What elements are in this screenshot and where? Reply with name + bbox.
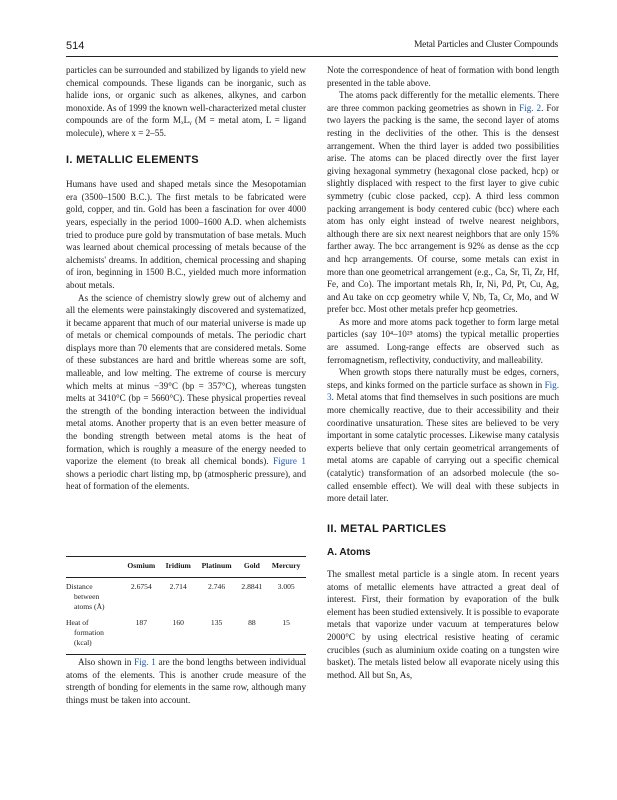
row-label-text: between (74, 592, 100, 601)
bond-data-table (66, 556, 306, 655)
left-paragraph-1: particles can be surrounded and stabilized by ligands to yield new chemical compounds. These ligands can be inorganic, such as halide ions, or organic such as alkenes, alkynes, and carbon monoxide. As of 1999 the known well-characterized metal cluster compounds are of the form MₓLᵧ (M = metal atom, L = ligand molecule), where x = 2–55. (66, 65, 306, 138)
paragraph-text: are the bond lengths between individual atoms of the elements. This is another crude measure of the strength of bonding for elements in the same row, although many things must be taken into account. (66, 657, 306, 705)
paragraph-text: . Metal atoms that find themselves in such positions are much more chemically reactive, due to their accessibility and their coordinative unsaturation. These sites are believed to be very important in some catalytic processes. Likewise many catalysis experts believe that only certain geometrical arrangements of metal atoms are capable of carrying out a specific chemical (catalytic) transformation of an adsorbed molecule (the so-called ensemble effect). We will deal with these subjects in more detail later. (327, 392, 559, 504)
right-paragraph-1: Note the correspondence of heat of formation with bond length presented in the table above. (327, 65, 559, 88)
row-label-text: atoms (Å) (74, 602, 105, 611)
header-rule (66, 56, 558, 57)
table-cell: 160 (161, 614, 196, 655)
row-label-text: formation (74, 628, 104, 637)
paragraph-text: Also shown in (78, 657, 135, 667)
paragraph-text: When growth stops there naturally must be edges, corners, steps, and kinks formed on the particle surface as shown in (327, 367, 559, 390)
table-cell: 2.714 (169, 582, 187, 591)
table-cell: 187 (122, 614, 161, 655)
table-header-row (66, 557, 306, 578)
paragraph-text: shows a periodic chart listing mp, bp (atmospheric pressure), and heat of formation of the elements. (66, 468, 306, 492)
left-paragraph-3 (66, 292, 306, 494)
left-paragraph-4 (66, 656, 306, 706)
table-cell: 2.746 (208, 582, 226, 591)
page-number: 514 (66, 40, 85, 52)
table-header-cell: Mercury (266, 557, 306, 578)
page-header (66, 40, 558, 54)
row-label-text: (kcal) (74, 638, 92, 647)
table-header-cell: Osmium (122, 557, 161, 578)
table-header-cell: Iridium (161, 557, 196, 578)
section-heading-metallic-elements: I. METALLIC ELEMENTS (66, 153, 199, 166)
right-paragraph-2 (327, 89, 559, 316)
table-cell: 2.8841 (241, 582, 263, 591)
row-label (66, 578, 122, 615)
subsection-heading-atoms: A. Atoms (327, 547, 371, 559)
row-label-text: Distance (66, 582, 93, 591)
paragraph-text: As the science of chemistry slowly grew out of alchemy and all the elements were painstakingly discovered and systematized, it became apparent that much of our material universe is made up of metals or chemical compounds of metals. The periodic chart displays more than 70 elements that are considered metals. Some of these substances are hard and brittle whereas some are soft, malleable, and low melting. The extreme of course is mercury which melts at minus −39°C (bp = 357°C), whereas tungsten melts at 3410°C (bp = 5660°C). These physical properties reveal the strength of the bonding interaction between the individual metal atoms. Another property that is an even better measure of the bonding strength between metal atoms is the heat of formation, which is roughly a measure of the energy needed to vaporize the element (to break all chemical bonds). (66, 292, 306, 467)
running-title: Metal Particles and Cluster Compounds (413, 40, 558, 50)
right-paragraph-5: The smallest metal particle is a single atom. In recent years atoms of metallic elements have attracted a great deal of interest. First, their formation by evaporation of the bulk element has been studied extensively. It is possible to evaporate metals that vaporize under vacuum at temperatures below 2000°C by using electrical resistive heating of ceramic crucibles (such as aluminium oxide coating on a tungsten wire basket). The metals listed below all evaporate nicely using this method. All but Sn, As, (327, 568, 559, 680)
table-row (66, 614, 306, 655)
fig-3-link[interactable]: Fig. 3 (327, 379, 559, 403)
left-column (66, 64, 306, 493)
table-cell: 88 (237, 614, 266, 655)
table-cell: 2.6754 (130, 582, 152, 591)
fig-1-link[interactable]: Fig. 1 (134, 657, 156, 667)
fig-2-link[interactable]: Fig. 2 (519, 102, 542, 113)
table-cell: 135 (196, 614, 238, 655)
left-bottom-column (66, 656, 306, 706)
table-header-cell (66, 557, 122, 578)
table-cell: 3.005 (277, 582, 295, 591)
right-paragraph-4 (327, 366, 559, 505)
figure-1-link[interactable]: Figure 1 (273, 456, 306, 467)
table-header-cell: Platinum (196, 557, 238, 578)
right-paragraph-3: As more and more atoms pack together to form large metal particles (say 10⁴–10²⁵ atoms) the typical metallic properties are assumed. Long-range effects are observed such as ferromagnetism, reflectivity, conductivity, and malleability. (327, 316, 559, 365)
section-heading-metal-particles: II. METAL PARTICLES (327, 522, 447, 535)
table-row (66, 578, 306, 615)
right-column (327, 64, 559, 681)
paragraph-text: . For two layers the packing is the same, the second layer of atoms resting in the declivities of the other. This is the densest arrangement. When the third layer is added two possibilities arise. The atoms can be placed directly over the first layer giving hexagonal symmetry (hexagonal close packed, hcp) or slightly displaced with respect to the first layer to give cubic symmetry (cubic close packed, ccp). A third less common packing arrangement is body centered cubic (bcc) where each atom has only eight instead of twelve nearest neighbors, although there are six next nearest neighbors that are only 15% farther away. The bcc arrangement is 92% as dense as the ccp and hcp arrangements. Of course, some metals can exist in more than one geometrical arrangement (e.g., Ca, Sr, Ti, Zr, Hf, Fe, and Co). The important metals Rh, Ir, Ni, Pd, Pt, Cu, Ag, and Au take on ccp geometry while V, Nb, Ta, Cr, Mo, and W prefer bcc. Most other metals prefer hcp geometries. (327, 102, 559, 315)
row-label-text: Heat of (66, 618, 89, 627)
table-header-cell: Gold (237, 557, 266, 578)
left-paragraph-2: Humans have used and shaped metals since the Mesopotamian era (3500–1500 B.C.). The first metals to be fabricated were gold, copper, and tin. Gold has been a fascination for over 4000 years, especially in the period 1000–1600 A.D. when alchemists tried to produce pure gold by transmutation of base metals. Much was learned about chemical processing of metals because of the alchemists' dreams. In addition, chemical processing and shaping of iron, beginning in 1500 B.C., yielded much more information about metals. (66, 179, 306, 290)
paragraph-text: The atoms pack differently for the metallic elements. There are three common packing geometries as shown in (327, 90, 559, 113)
table-cell: 15 (266, 614, 306, 655)
row-label (66, 614, 122, 655)
